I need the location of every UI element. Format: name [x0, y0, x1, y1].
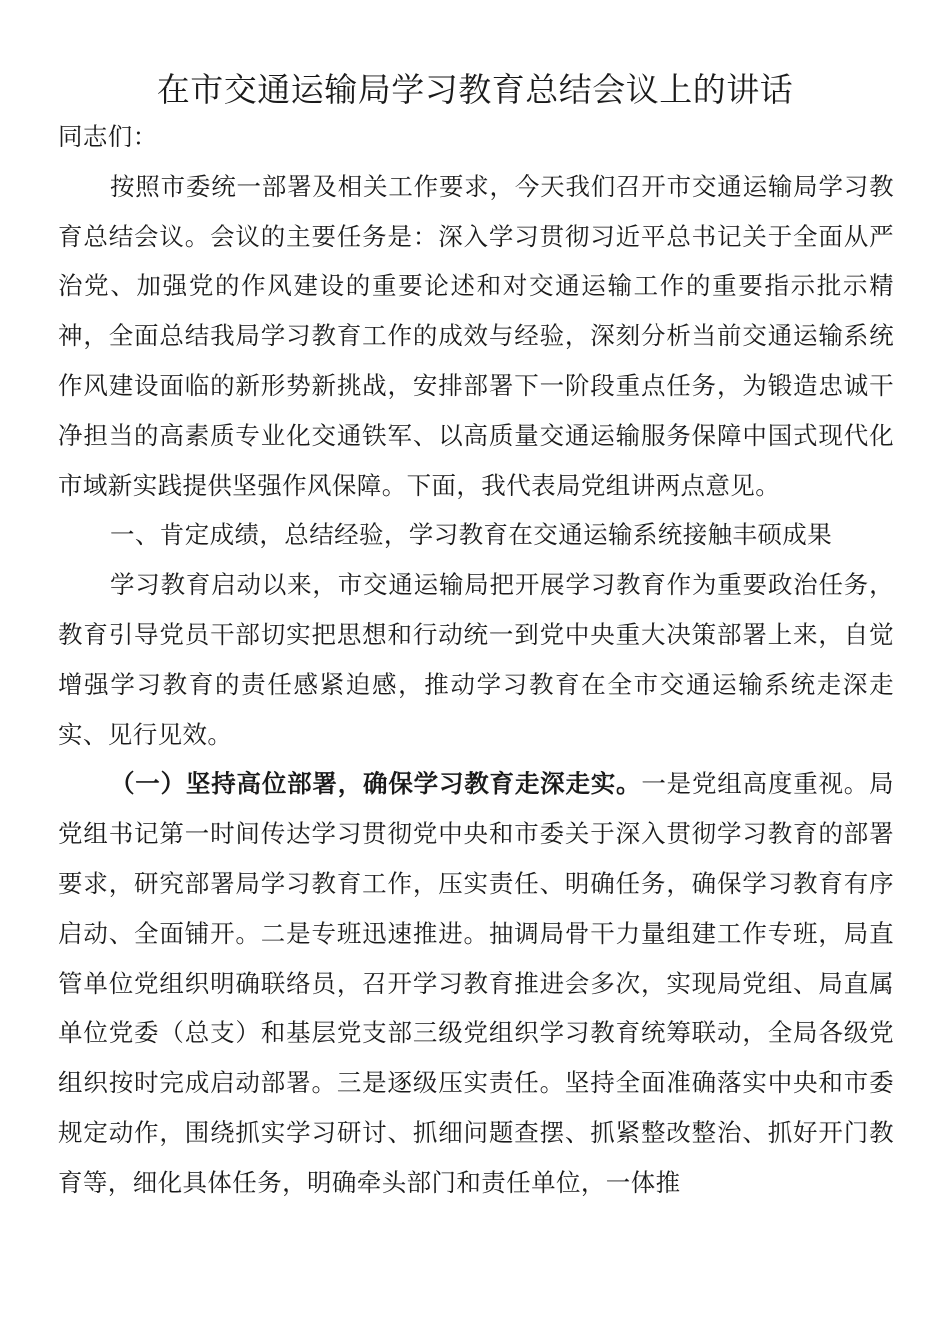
subsection-1-text: 一是党组高度重视。局党组书记第一时间传达学习贯彻党中央和市委关于深入贯彻学习教育的部署要求，研究部署局学习教育工作，压实责任、明确任务，确保学习教育有序启动、全面铺开。二是专班迅速推进。抽调局骨干力量组建工作专班，局直管单位党组织明确联络员，召开学习教育推进会多次，实现局党组、局直属单位党委（总支）和基层党支部三级党组织学习教育统筹联动，全局各级党组织按时完成启动部署。三是逐级压实责任。坚持全面准确落实中央和市委规定动作，围绕抓实学习研讨、抓细问题查摆、抓紧整改整治、抓好开门教育等，细化具体任务，明确牵头部门和责任单位，一体推 [58, 769, 895, 1197]
paragraph-intro: 按照市委统一部署及相关工作要求，今天我们召开市交通运输局学习教育总结会议。会议的主要任务是：深入学习贯彻习近平总书记关于全面从严治党、加强党的作风建设的重要论述和对交通运输工作的重要指示批示精神，全面总结我局学习教育工作的成效与经验，深刻分析当前交通运输系统作风建设面临的新形势新挑战，安排部署下一阶段重点任务，为锻造忠诚干净担当的高素质专业化交通铁军、以高质量交通运输服务保障中国式现代化市域新实践提供坚强作风保障。下面，我代表局党组讲两点意见。 [58, 171, 894, 500]
subsection-1-heading: （一）坚持高位部署，确保学习教育走深走实。 [110, 769, 642, 799]
salutation: 同志们： [58, 122, 158, 151]
paragraph-section1-intro: 学习教育启动以来，市交通运输局把开展学习教育作为重要政治任务，教育引导党员干部切实把思想和行动统一到党中央重大决策部署上来，自觉增强学习教育的责任感紧迫感，推动学习教育在全市交通运输系统走深走实、见行见效。 [58, 570, 894, 749]
paragraph-subsection-1 [58, 759, 894, 1207]
section-heading-1: 一、肯定成绩，总结经验，学习教育在交通运输系统接触丰硕成果 [110, 520, 833, 550]
document-body [58, 112, 894, 1208]
document-title: 在市交通运输局学习教育总结会议上的讲话 [156, 70, 794, 109]
